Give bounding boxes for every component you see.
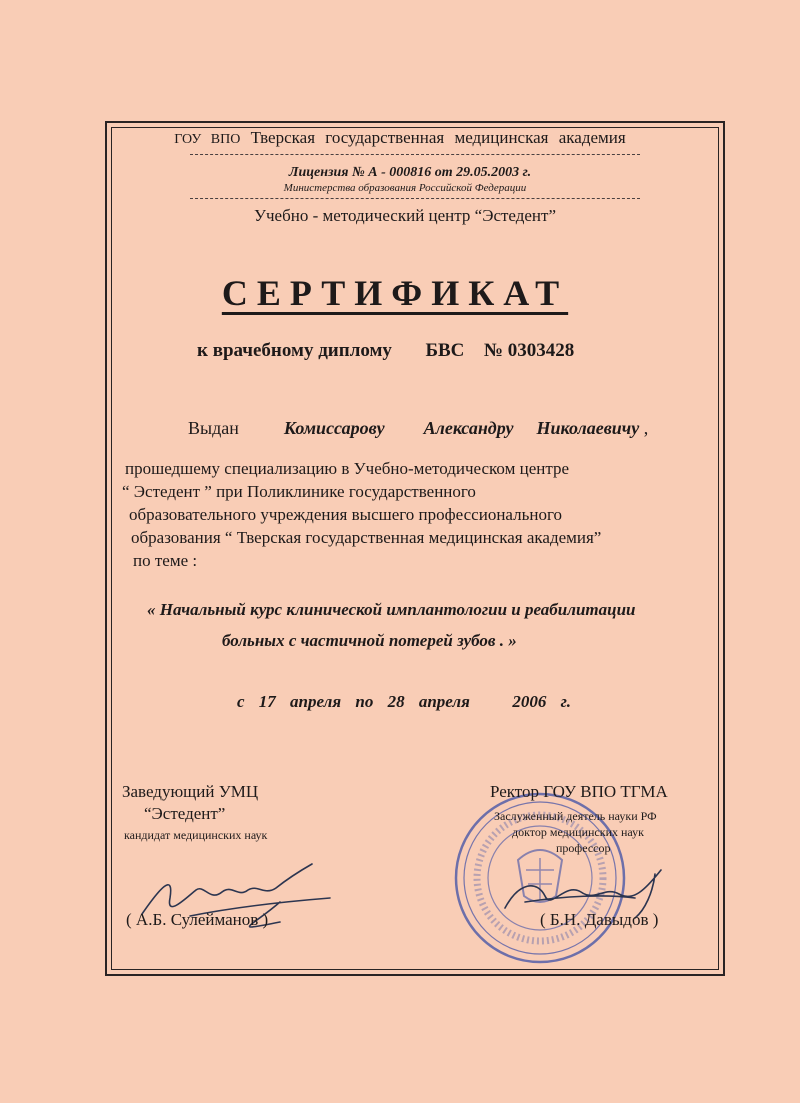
right-signatory-rank: профессор [556, 841, 611, 855]
paragraph-line: образования “ Тверская государственная медицинская академия” [131, 528, 602, 547]
academy-header [0, 128, 800, 148]
specialization-paragraph [122, 457, 601, 572]
license-line: Лицензия № А - 000816 от 29.05.2003 г. [288, 165, 532, 180]
left-signatory-name: ( А.Б. Сулейманов ) [126, 910, 269, 929]
left-signatory-degree: кандидат медицинских наук [124, 828, 268, 842]
left-signatory-center: “Эстедент” [144, 804, 226, 823]
ministry-line: Министерства образования Российской Федерации [283, 182, 527, 194]
paragraph-line: образовательного учреждения высшего профессионального [129, 505, 563, 524]
date-from-label: с [237, 692, 245, 711]
diploma-label: к врачебному диплому [197, 340, 392, 361]
right-signatory-honor: Заслуженный деятель науки РФ [494, 809, 657, 823]
recipient-comma: , [643, 418, 649, 438]
recipient-patronymic: Николаевичу [536, 418, 640, 438]
course-dates [237, 692, 571, 712]
course-year: 2006 г. [512, 692, 571, 711]
course-title-line1: « Начальный курс клинической имплантологии и реабилитации [147, 600, 636, 619]
paragraph-line: “ Эстедент ” при Поликлинике государственного [122, 482, 476, 501]
date-to: 28 апреля [387, 692, 470, 711]
recipient-name: Александру [423, 418, 514, 438]
org-prefix: ГОУ ВПО [174, 132, 241, 147]
diploma-number: № 0303428 [483, 340, 575, 361]
left-signatory-title: Заведующий УМЦ [122, 782, 259, 801]
issued-label: Выдан [188, 418, 239, 438]
header-divider-bottom [190, 198, 640, 199]
paragraph-line: прошедшему специализацию в Учебно-методическом центре [125, 459, 570, 478]
date-to-label: по [355, 692, 374, 711]
right-signatory-title: Ректор ГОУ ВПО ТГМА [490, 782, 668, 801]
diploma-line [197, 340, 574, 362]
recipient-surname: Комиссарову [283, 418, 385, 438]
issued-line [188, 418, 648, 439]
right-signatory-degree: доктор медицинских наук [512, 825, 644, 839]
training-center-name: Учебно - методический центр “Эстедент” [253, 206, 557, 225]
right-signatory-name: ( Б.Н. Давыдов ) [540, 910, 659, 929]
right-signatory-block [480, 781, 668, 856]
certificate-title: СЕРТИФИКАТ [221, 273, 569, 313]
academy-name: Тверская государственная медицинская академия [250, 128, 626, 147]
header-divider-top [190, 154, 640, 155]
left-signatory-block [122, 781, 267, 843]
diploma-series: БВС [425, 340, 465, 361]
date-from: 17 апреля [258, 692, 342, 711]
paragraph-line: по теме : [133, 551, 198, 570]
course-title-line2: больных с частичной потерей зубов . » [222, 631, 517, 650]
